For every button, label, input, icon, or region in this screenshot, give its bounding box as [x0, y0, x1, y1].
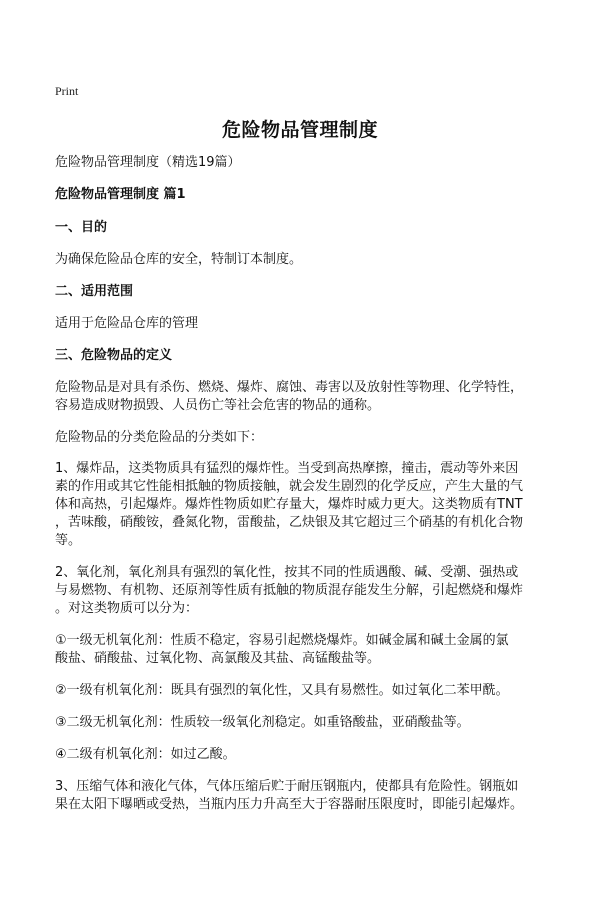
text-line: 果在太阳下曝晒或受热，当瓶内压力升高至大于容器耐压限度时，即能引起爆炸。 [55, 797, 524, 812]
section-heading: 危险物品管理制度 篇1 [55, 187, 186, 202]
text-line: ，苦味酸，硝酸铵，叠氮化物，雷酸盐，乙炔银及其它超过三个硝基的有机化合物 [55, 515, 524, 530]
paragraph-scope: 适用于危险品仓库的管理 [55, 316, 199, 331]
text-line: 危险物品是对具有杀伤、燃烧、爆炸、腐蚀、毒害以及放射性等物理、化学特性， [55, 380, 524, 395]
text-line: 与易燃物、有机物、还原剂等性质有抵触的物质混存能发生分解，引起燃烧和爆炸 [55, 583, 524, 598]
text-line: 3、压缩气体和液化气体，气体压缩后贮于耐压钢瓶内，使都具有危险性。钢瓶如 [55, 779, 519, 794]
paragraph-definition [55, 379, 555, 415]
subtitle: 危险物品管理制度（精选19篇） [55, 155, 241, 170]
text-line: 体和高热，引起爆炸。爆炸性物质如贮存量大，爆炸时威力更大。这类物质有TNT [55, 497, 523, 512]
heading-definition: 三、危险物品的定义 [55, 348, 173, 363]
document-title: 危险物品管理制度 [221, 119, 378, 141]
text-line: 素的作用或其它性能相抵触的物质接触，就会发生剧烈的化学反应，产生大量的气 [55, 479, 524, 494]
paragraph-oxidizer-class-2: ②一级有机氧化剂：既具有强烈的氧化性，又具有易燃性。如过氧化二苯甲酰。 [55, 683, 509, 698]
paragraph-oxidizer-class-3: ③二级无机氧化剂：性质较一级氧化剂稳定。如重铬酸盐，亚硝酸盐等。 [55, 715, 470, 730]
heading-purpose: 一、目的 [55, 220, 108, 235]
paragraph-oxidizer-class-4: ④二级有机氧化剂：如过乙酸。 [55, 747, 236, 762]
heading-scope: 二、适用范围 [55, 284, 134, 299]
paragraph-oxidizers [55, 564, 555, 618]
print-label: Print [55, 84, 79, 98]
paragraph-classification-intro: 危险物品的分类危险品的分类如下： [55, 430, 264, 445]
text-line: ①一级无机氧化剂：性质不稳定，容易引起燃烧爆炸。如碱金属和碱土金属的氯 [55, 633, 509, 648]
text-line: 容易造成财物损毁、人员伤亡等社会危害的物品的通称。 [55, 398, 381, 413]
paragraph-compressed-gas [55, 778, 555, 814]
document-body [55, 150, 555, 814]
text-line: 。对这类物质可以分为： [55, 601, 199, 616]
paragraph-oxidizer-class-1 [55, 632, 555, 668]
paragraph-explosives [55, 460, 555, 550]
text-line: 等。 [55, 533, 82, 548]
paragraph-purpose: 为确保危险品仓库的安全，特制订本制度。 [55, 252, 303, 267]
text-line: 1、爆炸品，这类物质具有猛烈的爆炸性。当受到高热摩擦，撞击，震动等外来因 [55, 461, 519, 476]
text-line: 酸盐、硝酸盐、过氧化物、高氯酸及其盐、高锰酸盐等。 [55, 651, 381, 666]
text-line: 2、氧化剂，氧化剂具有强烈的氧化性，按其不同的性质遇酸、碱、受潮、强热或 [55, 565, 519, 580]
